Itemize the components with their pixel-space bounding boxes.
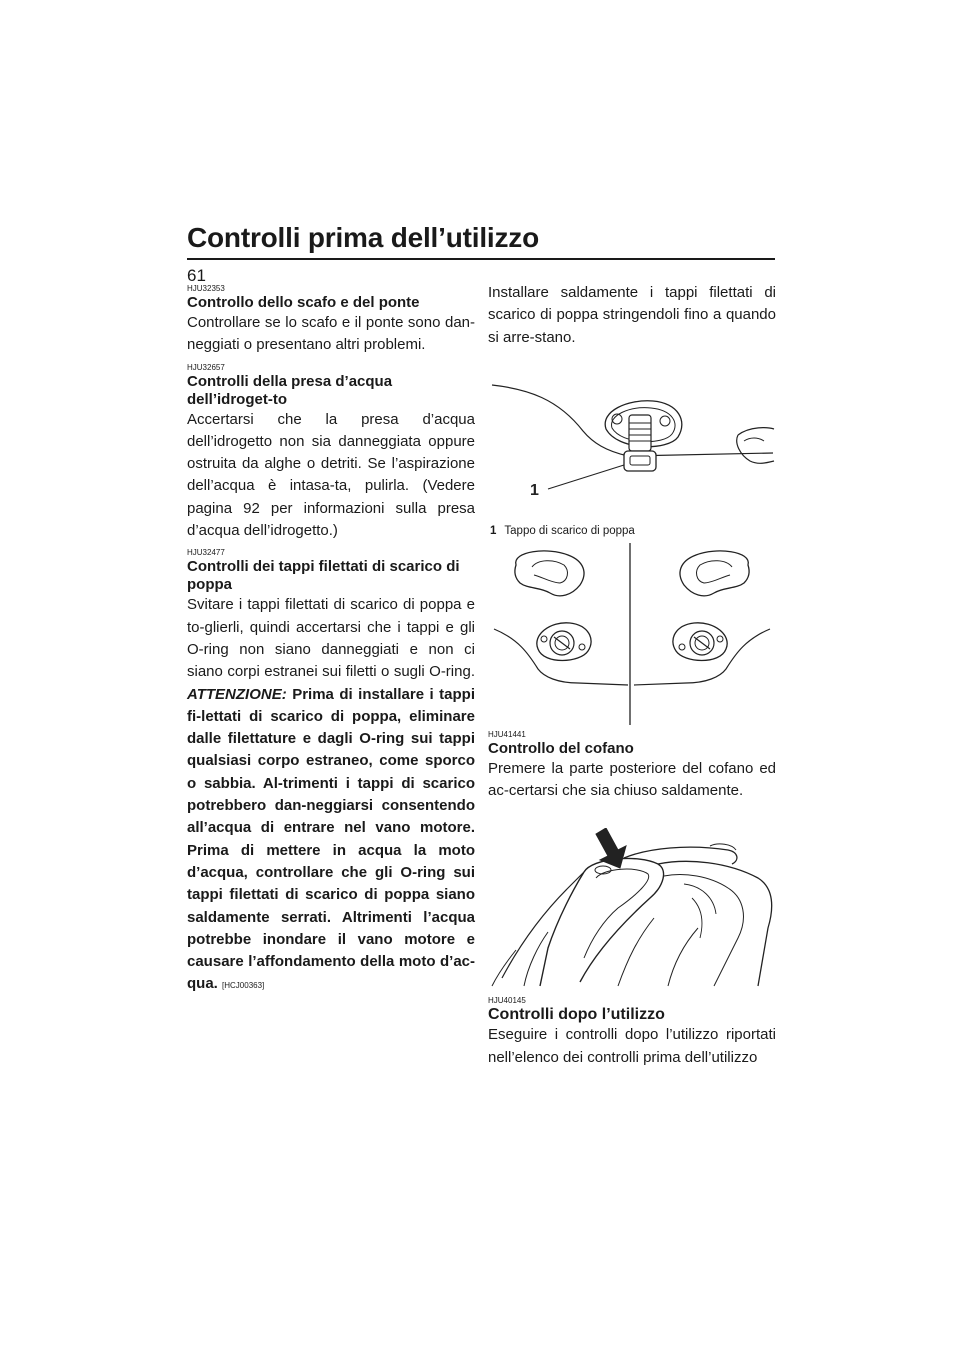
watercraft-hood-illustration <box>488 828 776 988</box>
figure-caption <box>490 525 776 537</box>
section-code: HJU32657 <box>187 362 225 372</box>
figure-callout-number: 1 <box>530 481 539 499</box>
caption-text: Tappo di scarico di poppa <box>504 524 635 537</box>
drain-plug-closeup-illustration <box>488 371 776 521</box>
page-number: 61 <box>187 266 206 285</box>
twin-drain-plugs-illustration <box>488 543 776 728</box>
section-code: HJU41441 <box>488 729 526 739</box>
section-body: Controllare se lo scafo e il ponte sono dan-neggiati o presentano altri problemi. <box>187 314 475 354</box>
section-body <box>187 594 475 997</box>
section-heading: Controllo del cofano <box>488 739 634 757</box>
section-code: HJU32477 <box>187 548 225 558</box>
section-heading: Controlli dei tappi filettati di scarico di poppa <box>187 558 460 594</box>
section-hull-deck <box>187 284 475 357</box>
section-code: HJU40145 <box>488 996 526 1006</box>
section-after-use <box>488 996 776 1069</box>
section-jet-intake <box>187 363 475 543</box>
section-code: HJU32353 <box>187 284 225 293</box>
page-title: Controlli prima dell’utilizzo <box>187 222 539 253</box>
section-heading: Controlli dopo l’utilizzo <box>488 1006 665 1024</box>
caution-text: Prima di installare i tappi fi-lettati di scarico di poppa, eliminare dalle filettature e dagli O-ring sui tappi qualsiasi corpo estraneo, come sporco o sabbia. Al-trimenti i tappi di scarico potrebbero dan-neggiarsi consentendo all’acqua di entrare nel vano motore. Prima di mettere in acqua la moto d’acqua, controllare che gli O-ring sui tappi filettati di scarico di poppa siano saldamente serrati. Altrimenti l’acqua potrebbe inondare il vano motore e causare l’affondamento della moto d’ac-qua. <box>187 685 475 993</box>
section-body: Accertarsi che la presa d’acqua dell’idrogetto non sia danneggiata oppure ostruita da alghe o detriti. Se l’aspirazione dell’acqua è intasa-ta, pulirla. (Vedere pagina 92 per informazioni sulla presa d’acqua dell’idrogetto.) <box>187 410 475 540</box>
section-heading: Controllo dello scafo e del ponte <box>187 294 420 311</box>
right-column <box>488 282 776 1075</box>
section-heading: Controlli della presa d’acqua dell’idroget-to <box>187 372 393 408</box>
section-body: Eseguire i controlli dopo l’utilizzo riportati nell’elenco dei controlli prima dell’utilizzo <box>488 1026 776 1066</box>
caution-label: ATTENZIONE: <box>187 685 287 703</box>
section-hood <box>488 730 776 803</box>
caption-number: 1 <box>490 524 497 537</box>
left-column <box>187 282 475 1004</box>
section-drain-plugs <box>187 548 475 997</box>
intro-paragraph: Installare saldamente i tappi filettati di scarico di poppa stringendoli fino a quando si arre-stano. <box>488 284 776 346</box>
section-body-text: Svitare i tappi filettati di scarico di poppa e to-glierli, quindi accertarsi che i tappi e gli O-ring non siano danneggiati e non ci siano corpi estranei sui filetti o sugli O-ring. <box>187 596 475 681</box>
caution-reference-code: [HCJ00363] <box>222 981 265 991</box>
section-body: Premere la parte posteriore del cofano ed ac-certarsi che sia chiuso saldamente. <box>488 759 776 800</box>
title-divider <box>187 258 775 260</box>
